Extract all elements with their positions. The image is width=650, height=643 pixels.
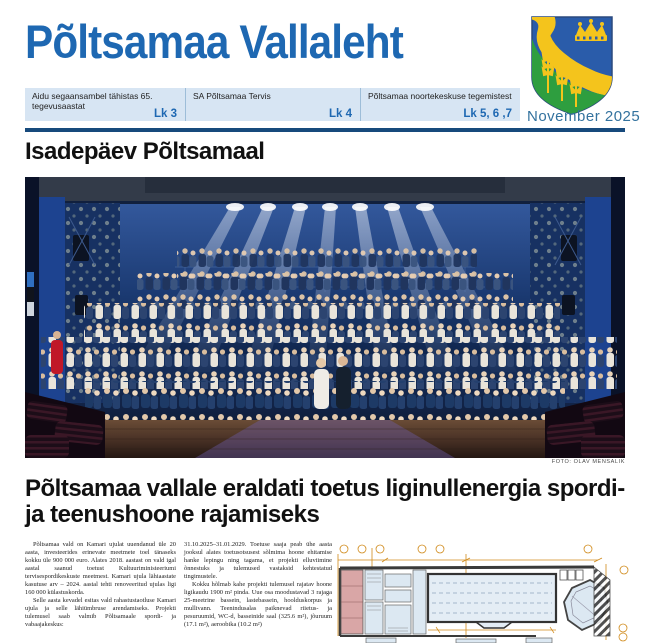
- body-paragraph: 31.10.2025–31.01.2029. Toetuse saaja peab ühe aasta jooksul alates toetusotsusest sõlmima hoone ehitamise hanke lepingu ning tagama, et projekti elluviimine õnnestuks ja tulemused vastaksid kehtestatud tingimustele.: [184, 541, 332, 580]
- header-rule: [25, 128, 625, 132]
- article1-headline: Isadepäev Põltsamaal: [25, 138, 265, 165]
- page-reference[interactable]: Lk 5, 6 ,7: [463, 108, 512, 120]
- article2-column-2: [184, 541, 332, 629]
- teaser-item-2[interactable]: [185, 88, 360, 121]
- body-paragraph: Kokku hõlmab kahe projekti tulemusel rajatav hoone ligikaudu 1900 m² pinda. Uue osa moodustavad 3 rajaga 25-meetrine bassein, lastebassein, hoolduskorpus ja mullivann. Teenindusalas paiknevad riietus- ja pesuruumid, WC-d, basseinide saal (325.6 m²), jõuruum (17.1 m²), aeroobika (10.2 m²): [184, 581, 332, 628]
- teaser-text: Aidu segaansambel tähistas 65. tegevusaastat: [32, 91, 153, 112]
- photo-credit: FOTO: OLAV MENSALIK: [551, 459, 625, 465]
- teaser-item-1[interactable]: [25, 88, 185, 121]
- page-reference[interactable]: Lk 4: [328, 108, 352, 120]
- teaser-text: Põltsamaa noortekeskuse tegemistest: [368, 91, 512, 101]
- newspaper-title: Põltsamaa Vallaleht: [25, 15, 403, 68]
- issue-date: November 2025: [527, 108, 641, 125]
- teaser-bar: [25, 88, 520, 121]
- body-paragraph: Selle aasta kevadel esitas vald rahastustaotluse Kamari ujula ja selle lähiümbruse arendamiseks. Projekti tulemusel saab valmib Põltsamaale spordi- ja vabaajakeskus:: [25, 597, 176, 628]
- teaser-text: SA Põltsamaa Tervis: [193, 91, 271, 101]
- article2-headline: [25, 476, 625, 528]
- body-paragraph: Põltsamaa vald on Kamari ujulat uuendanud üle 20 aasta, investeerides erinevate meetmete toel tänaseks kokku üle 900 000 euro. Alates 2018. aastast on vald igal aastal saanud toetust Kultuuriministeeriumi tervisespordikeskuste meetmest. Kamari ujula lähiaastate kasutuse arv – 2024. aastal tehti renoveeritud ujulas ligi 160 000 külastuskorda.: [25, 541, 176, 596]
- headline-line-2: ja teenushoone rajamiseks: [25, 501, 320, 528]
- municipal-coat-of-arms: [528, 15, 616, 116]
- article2-column-1: [25, 541, 176, 629]
- building-floor-plan: [336, 540, 632, 643]
- page-reference[interactable]: Lk 3: [153, 108, 177, 120]
- teaser-item-3[interactable]: [360, 88, 520, 121]
- headline-line-1: Põltsamaa vallale eraldati toetus liginullenergia spordi-: [25, 475, 625, 502]
- fathers-day-stage-photo: [25, 177, 625, 458]
